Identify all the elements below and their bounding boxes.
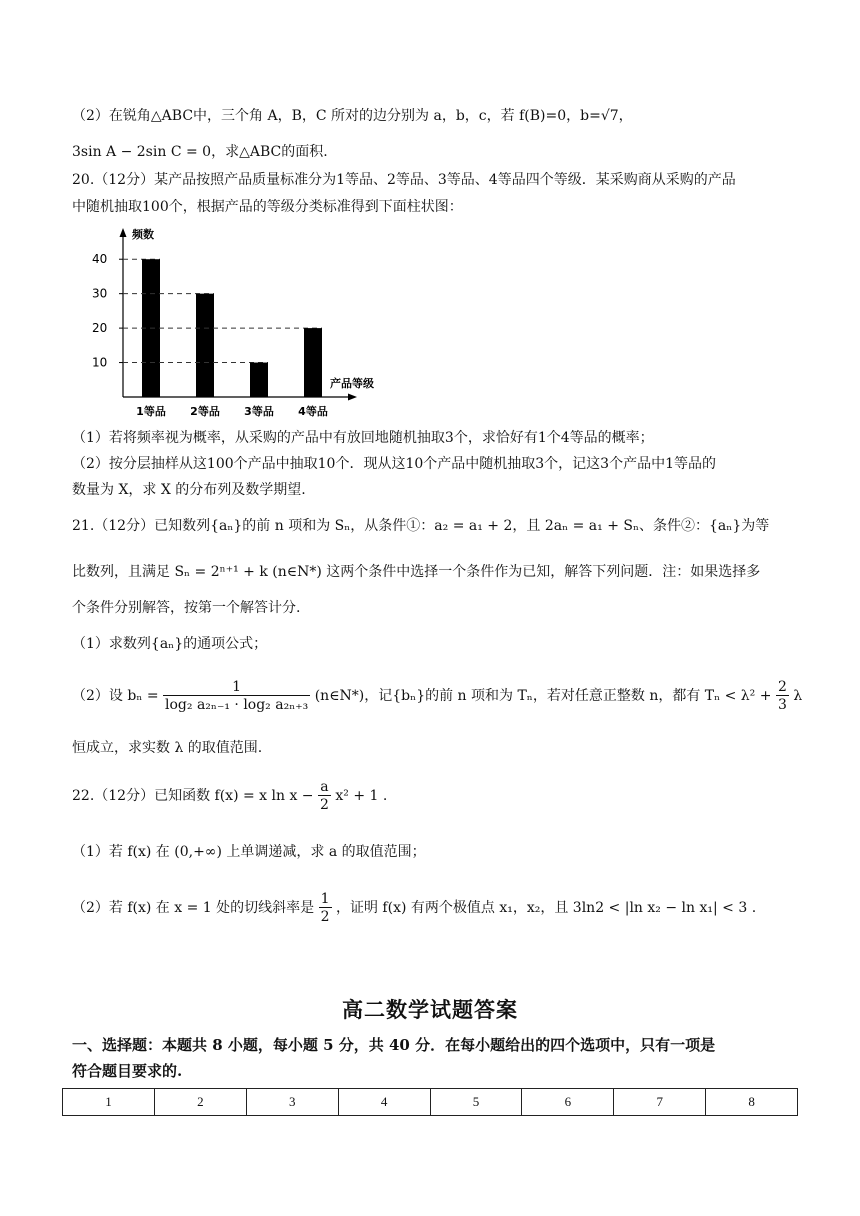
fraction-numerator: 1 [320, 890, 330, 907]
q22-part2 [72, 888, 796, 928]
y-axis-label: 频数 [132, 228, 154, 241]
q21-stem-line3: 个条件分别解答，按第一个解答计分. [72, 600, 301, 616]
q21-part2-line1 [72, 676, 803, 716]
x-axis-arrow [348, 394, 357, 401]
q22-part1: （1）若 f(x) 在 (0,+∞) 上单调递减，求 a 的取值范围； [72, 844, 426, 860]
answer-column-3: 3 [246, 1089, 338, 1116]
section1-heading-line2: 符合题目要求的. [72, 1062, 183, 1080]
q21-stem-line2: 比数列，且满足 Sₙ = 2ⁿ⁺¹ + k (n∈N*) 这两个条件中选择一个条件作为已知，解答下列问题．注：如果选择多 [72, 564, 761, 580]
x-tick-label: 1等品 [136, 405, 166, 418]
y-axis-arrow [120, 228, 127, 237]
answer-column-8: 8 [706, 1089, 798, 1116]
answer-column-4: 4 [338, 1089, 430, 1116]
q21-part2-tail: λ [793, 688, 803, 704]
y-tick-label: 40 [92, 252, 108, 267]
bar-chart [68, 222, 374, 418]
q20-part2-line1: （2）按分层抽样从这100个产品中抽取10个．现从这10个产品中随机抽取3个，记这3个产品中1等品的 [72, 456, 716, 472]
q21-part2-fraction [163, 679, 310, 714]
q20-stem-line1: 20.（12分）某产品按照产品质量标准分为1等品、2等品、3等品、4等品四个等级．某采购商从采购的产品 [72, 172, 736, 188]
section1-heading-line1: 一、选择题：本题共 8 小题，每小题 5 分，共 40 分．在每小题给出的四个选项中，只有一项是 [72, 1036, 716, 1054]
bar-4 [304, 328, 322, 397]
q21-part2-mid: (n∈N*)，记{bₙ}的前 n 项和为 Tₙ，若对任意正整数 n，都有 Tₙ < λ² + [314, 688, 772, 704]
x-tick-label: 4等品 [298, 405, 328, 418]
fraction-numerator: 2 [777, 678, 787, 695]
q21-part2-fraction2 [776, 679, 789, 714]
bar-2 [196, 294, 214, 397]
q22-stem-prefix: 22.（12分）已知函数 f(x) = x ln x − [72, 788, 314, 804]
y-tick-label: 20 [92, 321, 108, 336]
y-tick-label: 30 [92, 286, 108, 301]
q22-part2-fraction [319, 891, 332, 926]
q20-part2-line2: 数量为 X，求 X 的分布列及数学期望. [72, 482, 306, 498]
answer-column-7: 7 [614, 1089, 706, 1116]
q21-stem-line1: 21.（12分）已知数列{aₙ}的前 n 项和为 Sₙ，从条件①：a₂ = a₁ + 2，且 2aₙ = a₁ + Sₙ、条件②：{aₙ}为等 [72, 518, 770, 534]
q19-part2-line2: 3sin A − 2sin C = 0，求△ABC的面积. [72, 144, 328, 160]
fraction-denominator: 2 [319, 796, 329, 813]
q22-part2-prefix: （2）若 f(x) 在 x = 1 处的切线斜率是 [72, 900, 315, 916]
q22-stem-tail: x² + 1 . [335, 788, 388, 804]
q21-part2-prefix: （2）设 bₙ = [72, 688, 159, 704]
fraction-numerator: a [318, 779, 331, 796]
fraction-denominator: 2 [320, 908, 330, 925]
answer-column-5: 5 [430, 1089, 522, 1116]
x-tick-label: 2等品 [190, 405, 220, 418]
q21-part2-line2: 恒成立，求实数 λ 的取值范围. [72, 740, 263, 756]
answer-column-6: 6 [522, 1089, 614, 1116]
answer-column-1: 1 [63, 1089, 155, 1116]
q22-stem [72, 776, 796, 816]
bar-chart-svg [68, 222, 374, 418]
answers-title: 高二数学试题答案 [342, 997, 518, 1022]
q21-part1: （1）求数列{aₙ}的通项公式； [72, 636, 268, 652]
x-axis-label: 产品等级 [330, 377, 374, 390]
bar-3 [250, 363, 268, 397]
q19-part2-line1: （2）在锐角△ABC中，三个角 A，B，C 所对的边分别为 a，b，c，若 f(B)=0，b=√7， [72, 108, 633, 124]
q22-stem-fraction [318, 779, 331, 814]
q20-part1: （1）若将频率视为概率，从采购的产品中有放回地随机抽取3个，求恰好有1个4等品的概率； [72, 430, 654, 446]
fraction-denominator: log₂ a₂ₙ₋₁ · log₂ a₂ₙ₊₃ [165, 696, 309, 713]
x-tick-label: 3等品 [244, 405, 274, 418]
answer-table-header-row [63, 1089, 798, 1116]
y-tick-label: 10 [92, 355, 108, 370]
fraction-numerator: 1 [163, 679, 310, 696]
q22-part2-tail: ，证明 f(x) 有两个极值点 x₁，x₂，且 3ln2 < |ln x₂ − ln x₁| < 3 . [335, 900, 757, 916]
answer-table [62, 1088, 798, 1116]
fraction-denominator: 3 [777, 696, 787, 713]
answer-column-2: 2 [154, 1089, 246, 1116]
q20-stem-line2: 中随机抽取100个，根据产品的等级分类标准得到下面柱状图： [72, 199, 463, 215]
